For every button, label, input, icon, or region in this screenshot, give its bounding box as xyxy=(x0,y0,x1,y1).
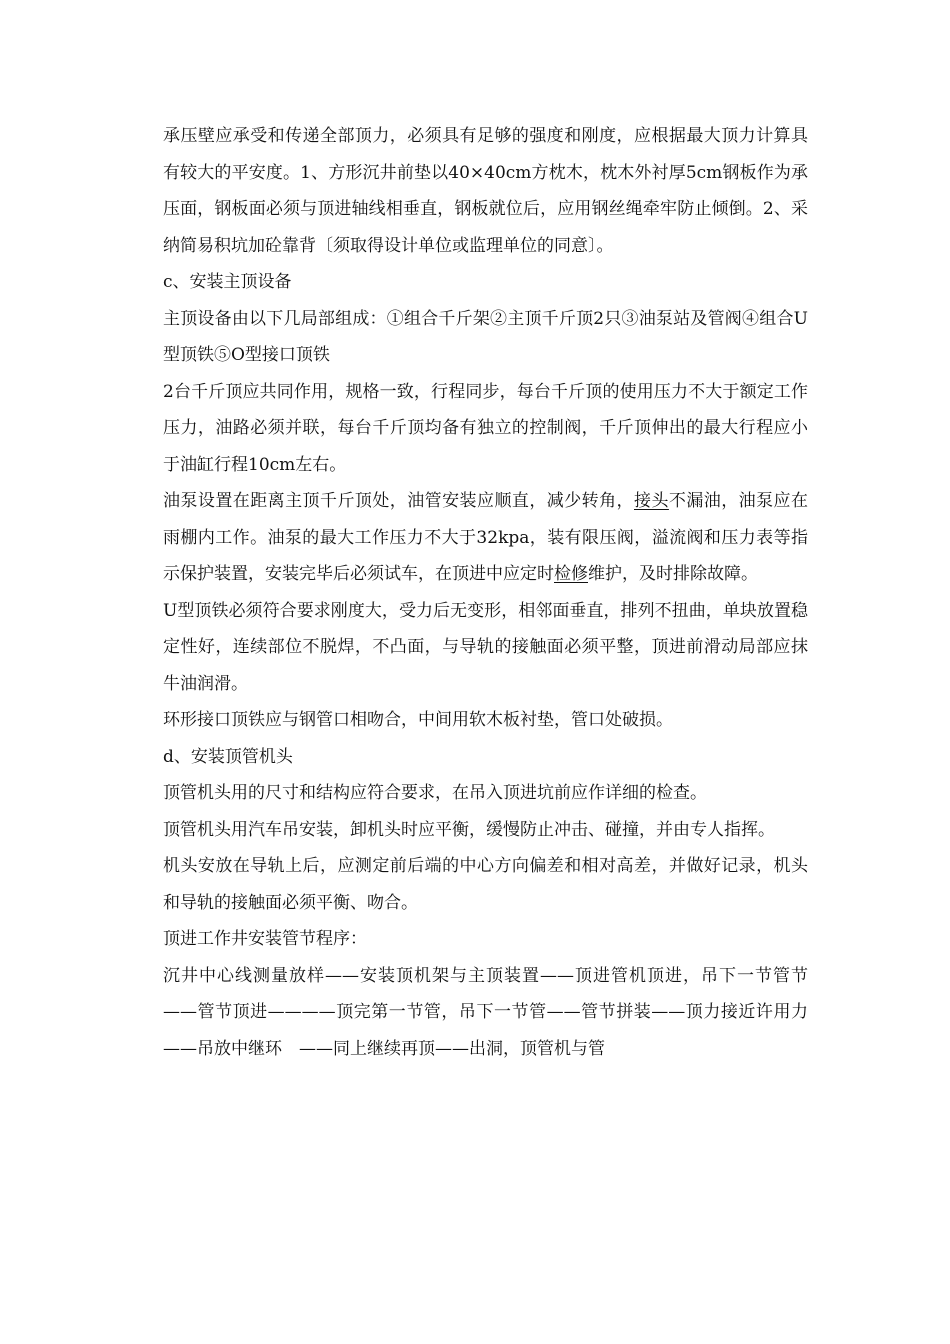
paragraph-main-equipment: 主顶设备由以下几局部组成：①组合千斤架②主顶千斤顶2只③油泵站及管阀④组合U型顶铁⑤O型接口顶铁 xyxy=(163,308,808,365)
oil-pump-text-c: 维护，及时排除故障。 xyxy=(588,564,758,584)
paragraph-oil-pump xyxy=(163,483,808,593)
paragraph-head-size: 顶管机头用的尺寸和结构应符合要求，在吊入顶进坑前应作详细的检查。 xyxy=(163,783,707,803)
link-joint[interactable]: 接头 xyxy=(634,491,669,511)
oil-pump-text-a: 油泵设置在距离主顶千斤顶处，油管安装应顺直，减少转角， xyxy=(163,491,634,511)
heading-install-main-jack: c、安装主顶设备 xyxy=(163,272,292,292)
paragraph-jack-requirements: 2台千斤顶应共同作用，规格一致，行程同步，每台千斤顶的使用压力不大于额定工作压力，油路必须并联，每台千斤顶均备有独立的控制阀，千斤顶伸出的最大行程应小于油缸行程10cm左右。 xyxy=(163,381,808,475)
oil-pump-text-b: 不漏油，油泵应在雨棚内工作。油泵的最大工作压力不大于32kpa，装有限压阀，溢流阀和压力表等指示保护装置，安装完毕后必须试车，在顶进中应定时 xyxy=(163,491,809,584)
heading-pipe-procedure: 顶进工作井安装管节程序： xyxy=(163,929,367,949)
paragraph-bearing-wall: 承压壁应承受和传递全部顶力，必须具有足够的强度和刚度，应根据最大顶力计算具有较大的平安度。1、方形沉井前垫以40×40cm方枕木，枕木外衬厚5cm钢板作为承压面，钢板面必须与顶进轴线相垂直，钢板就位后，应用钢丝绳牵牢防止倾倒。2、采纳简易积坑加砼靠背〔须取得设计单位或监理单位的同意〕。 xyxy=(163,126,808,256)
paragraph-ring-iron: 环形接口顶铁应与钢管口相吻合，中间用软木板衬垫，管口处破损。 xyxy=(163,710,673,730)
paragraph-procedure-steps: 沉井中心线测量放样——安装顶机架与主顶装置——顶进管机顶进，吊下一节管节——管节顶进————顶完第一节管，吊下一节管——管节拼装——顶力接近许用力——吊放中继环 ——同上继续再顶——出洞，顶管机与管 xyxy=(163,965,808,1059)
paragraph-head-measure: 机头安放在导轨上后，应测定前后端的中心方向偏差和相对高差，并做好记录，机头和导轨的接触面必须平衡、吻合。 xyxy=(163,856,808,913)
heading-install-head: d、安装顶管机头 xyxy=(163,746,293,767)
paragraph-head-crane: 顶管机头用汽车吊安装，卸机头时应平衡，缓慢防止冲击、碰撞，并由专人指挥。 xyxy=(163,819,775,840)
document-page xyxy=(163,118,808,1067)
paragraph-u-iron: U型顶铁必须符合要求刚度大，受力后无变形，相邻面垂直，排列不扭曲，单块放置稳定性好，连续部位不脱焊，不凸面，与导轨的接触面必须平整，顶进前滑动局部应抹牛油润滑。 xyxy=(163,600,808,694)
link-maintenance[interactable]: 检修 xyxy=(554,564,588,584)
